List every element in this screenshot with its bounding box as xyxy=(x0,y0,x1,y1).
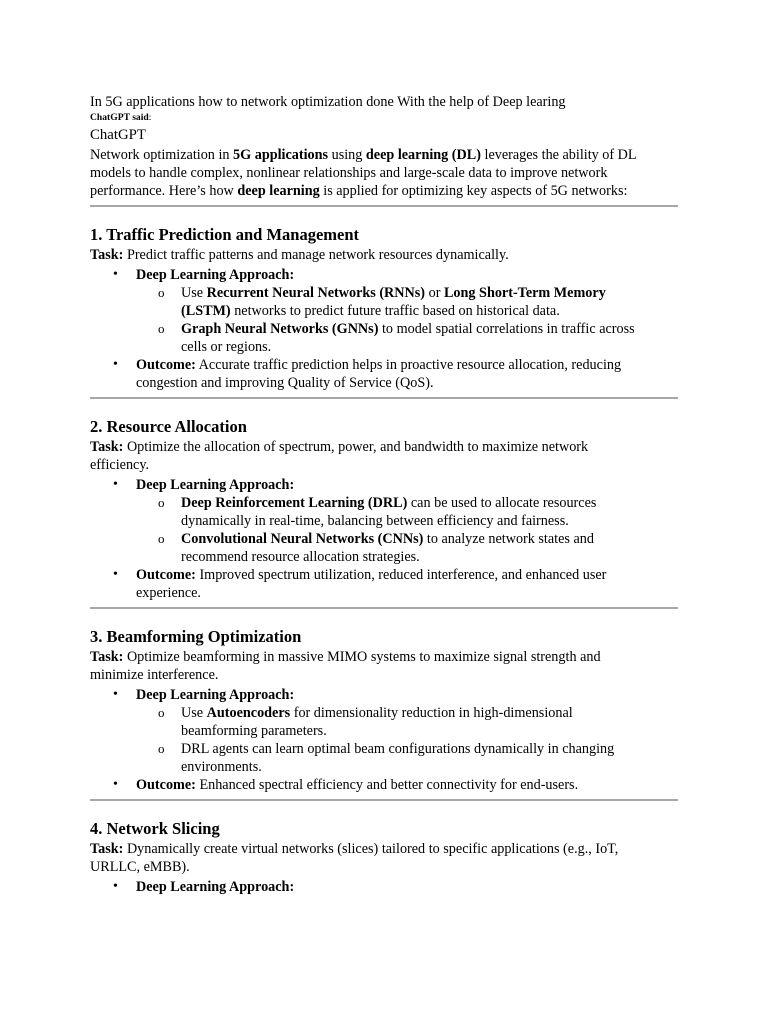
task-line: URLLC, eMBB). xyxy=(90,859,190,875)
section-heading: 3. Beamforming Optimization xyxy=(90,627,302,646)
circle-bullet-icon: o xyxy=(158,321,165,336)
task-line: minimize interference. xyxy=(90,667,219,683)
sub-bold: Convolutional Neural Networks (CNNs) xyxy=(181,531,424,547)
bullet-list xyxy=(90,476,678,602)
task-text: Predict traffic patterns and manage network resources dynamically. xyxy=(123,247,509,263)
sub-list xyxy=(136,704,678,776)
task-line xyxy=(90,246,678,264)
task-label: Task: xyxy=(90,649,124,665)
bullet-list xyxy=(90,686,678,794)
sub-line: beamforming parameters. xyxy=(181,723,327,739)
sub-list-item xyxy=(136,530,678,566)
section-divider xyxy=(90,397,678,399)
sub-line: dynamically in real-time, balancing between efficiency and fairness. xyxy=(181,513,569,529)
task-line xyxy=(90,438,678,456)
sub-text: can be used to allocate resources xyxy=(407,495,597,511)
sub-list xyxy=(136,284,678,356)
intro-text: Network optimization in xyxy=(90,147,234,163)
sub-line xyxy=(181,704,678,722)
sub-bold: Recurrent Neural Networks (RNNs) xyxy=(206,285,426,301)
sub-text: Use xyxy=(181,285,207,301)
outcome-text: Enhanced spectral efficiency and better connectivity for end-users. xyxy=(195,777,579,793)
sub-line xyxy=(181,302,678,320)
bullet-icon: • xyxy=(113,687,118,702)
list-item xyxy=(90,266,678,356)
sub-line: recommend resource allocation strategies. xyxy=(181,549,420,565)
approach-label: Deep Learning Approach: xyxy=(136,879,295,895)
circle-bullet-icon: o xyxy=(158,285,165,300)
intro-line xyxy=(90,182,678,200)
sub-line xyxy=(181,320,678,338)
approach-label: Deep Learning Approach: xyxy=(136,477,295,493)
bullet-icon: • xyxy=(113,357,118,372)
approach-line xyxy=(136,476,678,494)
sub-text: or xyxy=(425,285,444,301)
circle-bullet-icon: o xyxy=(158,705,165,720)
list-item xyxy=(90,878,678,896)
sub-list-item xyxy=(136,284,678,320)
list-item xyxy=(90,686,678,776)
bullet-icon: • xyxy=(113,879,118,894)
task-text: Optimize beamforming in massive MIMO systems to maximize signal strength and xyxy=(123,649,601,665)
response-label xyxy=(90,112,678,124)
response-author: ChatGPT xyxy=(90,127,146,143)
circle-bullet-icon: o xyxy=(158,741,165,756)
approach-label: Deep Learning Approach: xyxy=(136,687,295,703)
approach-line xyxy=(136,686,678,704)
bullet-list xyxy=(90,266,678,392)
list-item xyxy=(90,566,678,602)
sub-list-item xyxy=(136,320,678,356)
section-heading: 2. Resource Allocation xyxy=(90,417,247,436)
bullet-icon: • xyxy=(113,267,118,282)
response-label-colon: : xyxy=(148,112,152,123)
outcome-label: Outcome: xyxy=(136,777,196,793)
bullet-icon: • xyxy=(113,777,118,792)
sub-text: to model spatial correlations in traffic across xyxy=(378,321,635,337)
circle-bullet-icon: o xyxy=(158,495,165,510)
sub-bold: Deep Reinforcement Learning (DRL) xyxy=(181,495,408,511)
document-page xyxy=(90,93,678,896)
intro-bold: deep learning xyxy=(237,183,320,199)
sub-list-item xyxy=(136,704,678,740)
bullet-list xyxy=(90,878,678,896)
task-line xyxy=(90,840,678,858)
response-label-text: ChatGPT said xyxy=(90,112,149,123)
bullet-icon: • xyxy=(113,567,118,582)
outcome-line xyxy=(136,776,678,794)
sub-bold: (LSTM) xyxy=(181,303,231,319)
list-item xyxy=(90,476,678,566)
sub-text: Use xyxy=(181,705,207,721)
sub-list-item xyxy=(136,740,678,776)
outcome-line xyxy=(136,566,678,584)
sub-line: cells or regions. xyxy=(181,339,272,355)
outcome-line xyxy=(136,356,678,374)
intro-bold: deep learning (DL) xyxy=(365,147,481,163)
intro-text: performance. Here’s how xyxy=(90,183,238,199)
sub-text: networks to predict future traffic based on historical data. xyxy=(230,303,560,319)
section-heading: 1. Traffic Prediction and Management xyxy=(90,225,360,244)
bullet-icon: • xyxy=(113,477,118,492)
sub-text: to analyze network states and xyxy=(423,531,594,547)
sub-line xyxy=(181,530,678,548)
task-label: Task: xyxy=(90,247,124,263)
section-beamforming xyxy=(90,627,678,801)
intro-text: leverages the ability of DL xyxy=(480,147,637,163)
task-line xyxy=(90,648,678,666)
outcome-line: congestion and improving Quality of Service (QoS). xyxy=(136,375,434,391)
task-text: Dynamically create virtual networks (slices) tailored to specific applications (e.g., IoT, xyxy=(123,841,619,857)
task-line: efficiency. xyxy=(90,457,150,473)
sub-bold: Graph Neural Networks (GNNs) xyxy=(181,321,379,337)
approach-line xyxy=(136,266,678,284)
intro-text: is applied for optimizing key aspects of 5G networks: xyxy=(319,183,628,199)
sub-text: for dimensionality reduction in high-dimensional xyxy=(290,705,573,721)
intro-line: models to handle complex, nonlinear relationships and large-scale data to improve network xyxy=(90,165,608,181)
sub-line: environments. xyxy=(181,759,262,775)
sub-line: DRL agents can learn optimal beam configurations dynamically in changing xyxy=(181,741,615,757)
section-divider xyxy=(90,607,678,609)
sub-list xyxy=(136,494,678,566)
section-resource-allocation xyxy=(90,417,678,609)
sub-line xyxy=(181,284,678,302)
section-network-slicing xyxy=(90,819,678,896)
section-divider xyxy=(90,799,678,801)
approach-label: Deep Learning Approach: xyxy=(136,267,295,283)
section-traffic-prediction xyxy=(90,225,678,399)
outcome-label: Outcome: xyxy=(136,357,196,373)
sub-bold: Long Short-Term Memory xyxy=(443,285,606,301)
outcome-text: Accurate traffic prediction helps in proactive resource allocation, reducing xyxy=(195,357,622,373)
intro-text: using xyxy=(328,147,366,163)
user-question: In 5G applications how to network optimization done With the help of Deep learing xyxy=(90,94,566,110)
task-text: Optimize the allocation of spectrum, power, and bandwidth to maximize network xyxy=(123,439,589,455)
sub-bold: Autoencoders xyxy=(206,705,291,721)
section-divider xyxy=(90,205,678,207)
circle-bullet-icon: o xyxy=(158,531,165,546)
intro-bold: 5G applications xyxy=(233,147,329,163)
outcome-label: Outcome: xyxy=(136,567,196,583)
task-label: Task: xyxy=(90,439,124,455)
section-heading: 4. Network Slicing xyxy=(90,819,220,838)
task-label: Task: xyxy=(90,841,124,857)
approach-line xyxy=(136,878,678,896)
outcome-line: experience. xyxy=(136,585,201,601)
intro-line xyxy=(90,146,678,164)
list-item xyxy=(90,356,678,392)
list-item xyxy=(90,776,678,794)
sub-line xyxy=(181,494,678,512)
outcome-text: Improved spectrum utilization, reduced interference, and enhanced user xyxy=(195,567,607,583)
sub-list-item xyxy=(136,494,678,530)
intro-paragraph xyxy=(90,146,678,200)
